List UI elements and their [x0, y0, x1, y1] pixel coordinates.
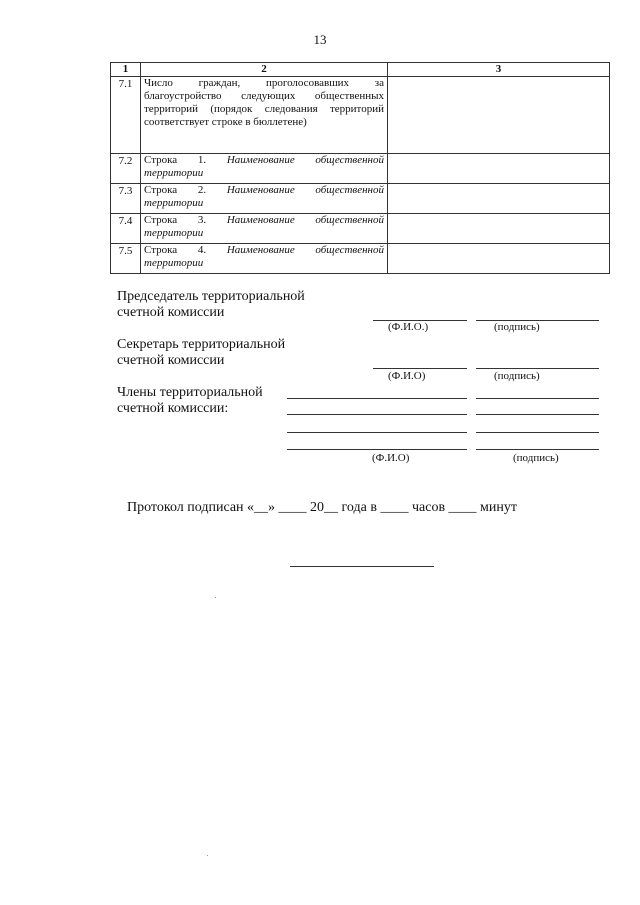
table-row — [111, 154, 610, 184]
members-sign-caption: (подпись) — [513, 452, 559, 464]
member-fio-line[interactable] — [287, 449, 467, 450]
member-sign-line[interactable] — [476, 414, 599, 415]
row-number: 7.2 — [111, 154, 141, 184]
header-col-2: 2 — [141, 63, 388, 77]
row-value-cell[interactable] — [388, 244, 610, 274]
chairman-label — [117, 289, 305, 321]
member-sign-line[interactable] — [476, 449, 599, 450]
row-territory-name: Наименование общественной территории — [144, 214, 384, 239]
table-header-row — [111, 63, 610, 77]
secretary-fio-line[interactable] — [373, 368, 467, 369]
members-label — [117, 385, 263, 417]
row-value-cell[interactable] — [388, 214, 610, 244]
row-territory-name: Наименование общественной территории — [144, 244, 384, 269]
table-row — [111, 244, 610, 274]
secretary-sign-line[interactable] — [476, 368, 599, 369]
row-number: 7.3 — [111, 184, 141, 214]
page-number: 13 — [313, 32, 327, 47]
secretary-label — [117, 337, 285, 369]
members-fio-caption: (Ф.И.О) — [372, 452, 410, 464]
row-number: 7.1 — [111, 77, 141, 154]
protocol-table — [110, 62, 610, 274]
table-row — [111, 214, 610, 244]
row-value-cell[interactable] — [388, 77, 610, 154]
row-label: Число граждан, проголосовавших за благоустройство следующих общественных территорий (порядок следования территорий соответствует строке в бюллетене) — [144, 77, 384, 128]
table-row — [111, 184, 610, 214]
secretary-label-line1: Секретарь территориальной — [117, 337, 286, 352]
row-value-cell[interactable] — [388, 154, 610, 184]
row-description — [141, 184, 388, 214]
header-col-3: 3 — [388, 63, 610, 77]
member-fio-line[interactable] — [287, 398, 467, 399]
scan-speck — [207, 855, 208, 856]
secretary-fio-caption: (Ф.И.О) — [388, 370, 426, 382]
member-fio-line[interactable] — [287, 414, 467, 415]
header-col-1: 1 — [111, 63, 141, 77]
member-sign-line[interactable] — [476, 432, 599, 433]
protocol-signed-text: Протокол подписан «__» ____ 20__ года в ____ часов ____ минут — [127, 500, 518, 515]
row-number: 7.4 — [111, 214, 141, 244]
table-row — [111, 77, 610, 154]
secretary-label-line2: счетной комиссии — [117, 353, 225, 368]
row-description — [141, 154, 388, 184]
row-territory-name: Наименование общественной территории — [144, 184, 384, 209]
row-description — [141, 77, 388, 154]
row-label: Строка 3. — [144, 214, 207, 226]
secretary-sign-caption: (подпись) — [494, 370, 540, 382]
row-label: Строка 2. — [144, 184, 207, 196]
row-description — [141, 214, 388, 244]
chairman-label-line2: счетной комиссии — [117, 305, 225, 320]
members-label-line1: Члены территориальной — [117, 385, 263, 400]
bottom-signature-line[interactable] — [290, 566, 434, 567]
member-fio-line[interactable] — [287, 432, 467, 433]
row-number: 7.5 — [111, 244, 141, 274]
row-label: Строка 1. — [144, 154, 207, 166]
row-description — [141, 244, 388, 274]
row-label: Строка 4. — [144, 244, 207, 256]
chairman-label-line1: Председатель территориальной — [117, 289, 305, 304]
chairman-fio-caption: (Ф.И.О.) — [388, 321, 429, 333]
member-sign-line[interactable] — [476, 398, 599, 399]
row-territory-name: Наименование общественной территории — [144, 154, 384, 179]
chairman-sign-caption: (подпись) — [494, 321, 540, 333]
row-value-cell[interactable] — [388, 184, 610, 214]
scan-speck — [215, 597, 216, 598]
members-label-line2: счетной комиссии: — [117, 401, 229, 416]
